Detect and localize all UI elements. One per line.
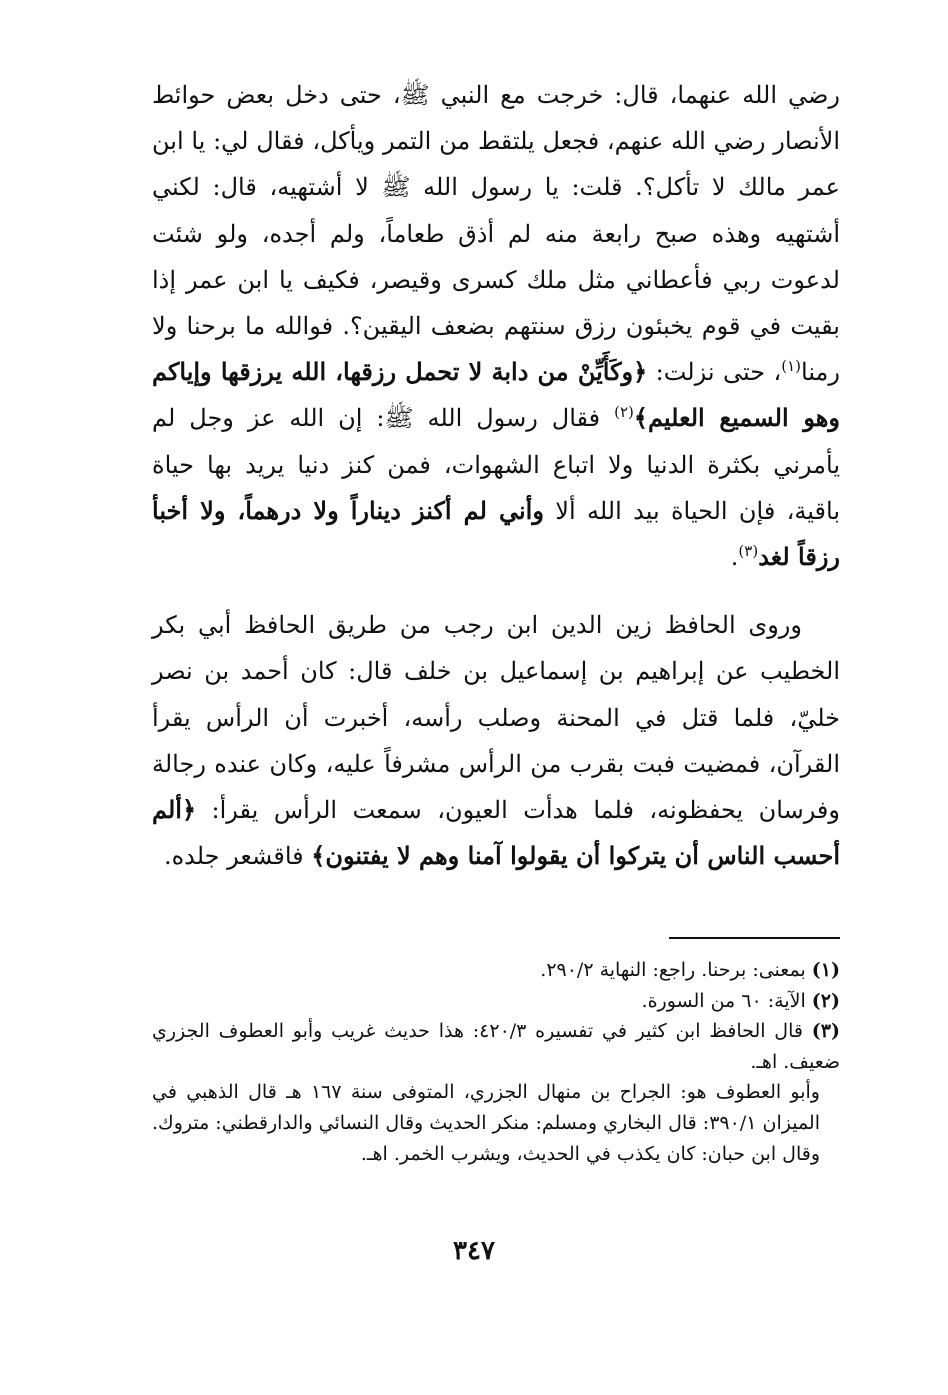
narration-text-end: فاقشعر جلده. <box>163 842 312 871</box>
footnote-ref-3: (٣) <box>738 542 759 561</box>
quran-verse: ﴿وكَأَيِّنْ من دابة لا تحمل رزقها، الله يرزقها وإياكم وهو السميع العليم﴾ <box>152 357 841 433</box>
footnote-ref-1: (١) <box>781 357 801 376</box>
hadith-text-cont-2: فقال رسول الله ﷺ: إن الله عز وجل لم يأمرني بكثرة الدنيا ولا اتباع الشهوات، فمن كنز دنيا يريد بها حياة باقية، فإن الحياة بيد الله ألا <box>152 404 841 525</box>
page-number: ٣٤٧ <box>453 1236 495 1266</box>
footnote-ref-2: (٢) <box>614 403 634 422</box>
footnote-1 <box>152 955 840 986</box>
footnote-3-continuation: وأبو العطوف هو: الجراح بن منهال الجزري، المتوفى سنة ١٦٧ هـ قال الذهبي في الميزان ٣٩٠/١: قال البخاري ومسلم: منكر الحديث وقال النسائي والدارقطني: متروك. وقال ابن حبان: كان يكذب في الحديث، ويشرب الخمر. اهـ. <box>152 1081 820 1165</box>
hadith-text: رضي الله عنهما، قال: خرجت مع النبي ﷺ، حتى دخل بعض حوائط الأنصار رضي الله عنهم، فجعل يلتقط من التمر ويأكل، فقال لي: يا ابن عمر مالك لا تأكل؟. قلت: يا رسول الله ﷺ لا أشتهيه، قال: لكني أشتهيه وهذه صبح رابعة منه لم أذق طعاماً، ولم أجده، ولو شئت لدعوت ربي فأعطاني مثل ملك كسرى وقيصر، فكيف يا ابن عمر إذا بقيت في قوم يخبئون رزق سنتهم بضعف اليقين؟. فوالله ما برحنا ولا رمنا <box>152 81 840 387</box>
footnote-2 <box>152 986 840 1017</box>
footnote-text: بمعنى: برحنا. راجع: النهاية ٢٩٠/٢. <box>540 959 812 981</box>
paragraph-hadith <box>152 72 840 580</box>
paragraph-gap <box>152 580 840 602</box>
hadith-text-emphasis: وأني لم أكنز ديناراً ولا درهماً، ولا أخبأ رزقاً لغد <box>152 495 840 572</box>
hadith-text-end: . <box>730 543 739 572</box>
main-text <box>152 72 840 879</box>
footnote-3 <box>152 1016 840 1077</box>
paragraph-narration <box>152 602 840 879</box>
footnote-separator <box>669 937 840 939</box>
narration-text: وروى الحافظ زين الدين ابن رجب من طريق الحافظ أبي بكر الخطيب عن إبراهيم بن إسماعيل بن خلف قال: كان أحمد بن نصر خليّ، فلما قتل في المحنة وصلب رأسه، أخبرت أن الرأس يقرأ القرآن، فمضيت فبت بقرب من الرأس مشرفاً عليه، وكان عنده رجالة وفرسان يحفظونه، فلما هدأت العيون، سمعت الرأس يقرأ: <box>152 611 840 825</box>
footnote-number: (١) <box>811 959 840 981</box>
footnote-text: الآية: ٦٠ من السورة. <box>641 989 812 1012</box>
footnote-number: (٣) <box>811 1020 840 1043</box>
footnote-text: قال الحافظ ابن كثير في تفسيره ٤٢٠/٣: هذا حديث غريب وأبو العطوف الجزري ضعيف. اهـ. <box>152 1020 840 1073</box>
hadith-text-cont: ، حتى نزلت: <box>647 358 782 387</box>
footnote-number: (٢) <box>811 989 840 1012</box>
quran-verse-ankabut: ﴿ألم أحسب الناس أن يتركوا أن يقولوا آمنا وهم لا يفتنون﴾ <box>152 795 840 871</box>
footnotes <box>152 955 840 1169</box>
